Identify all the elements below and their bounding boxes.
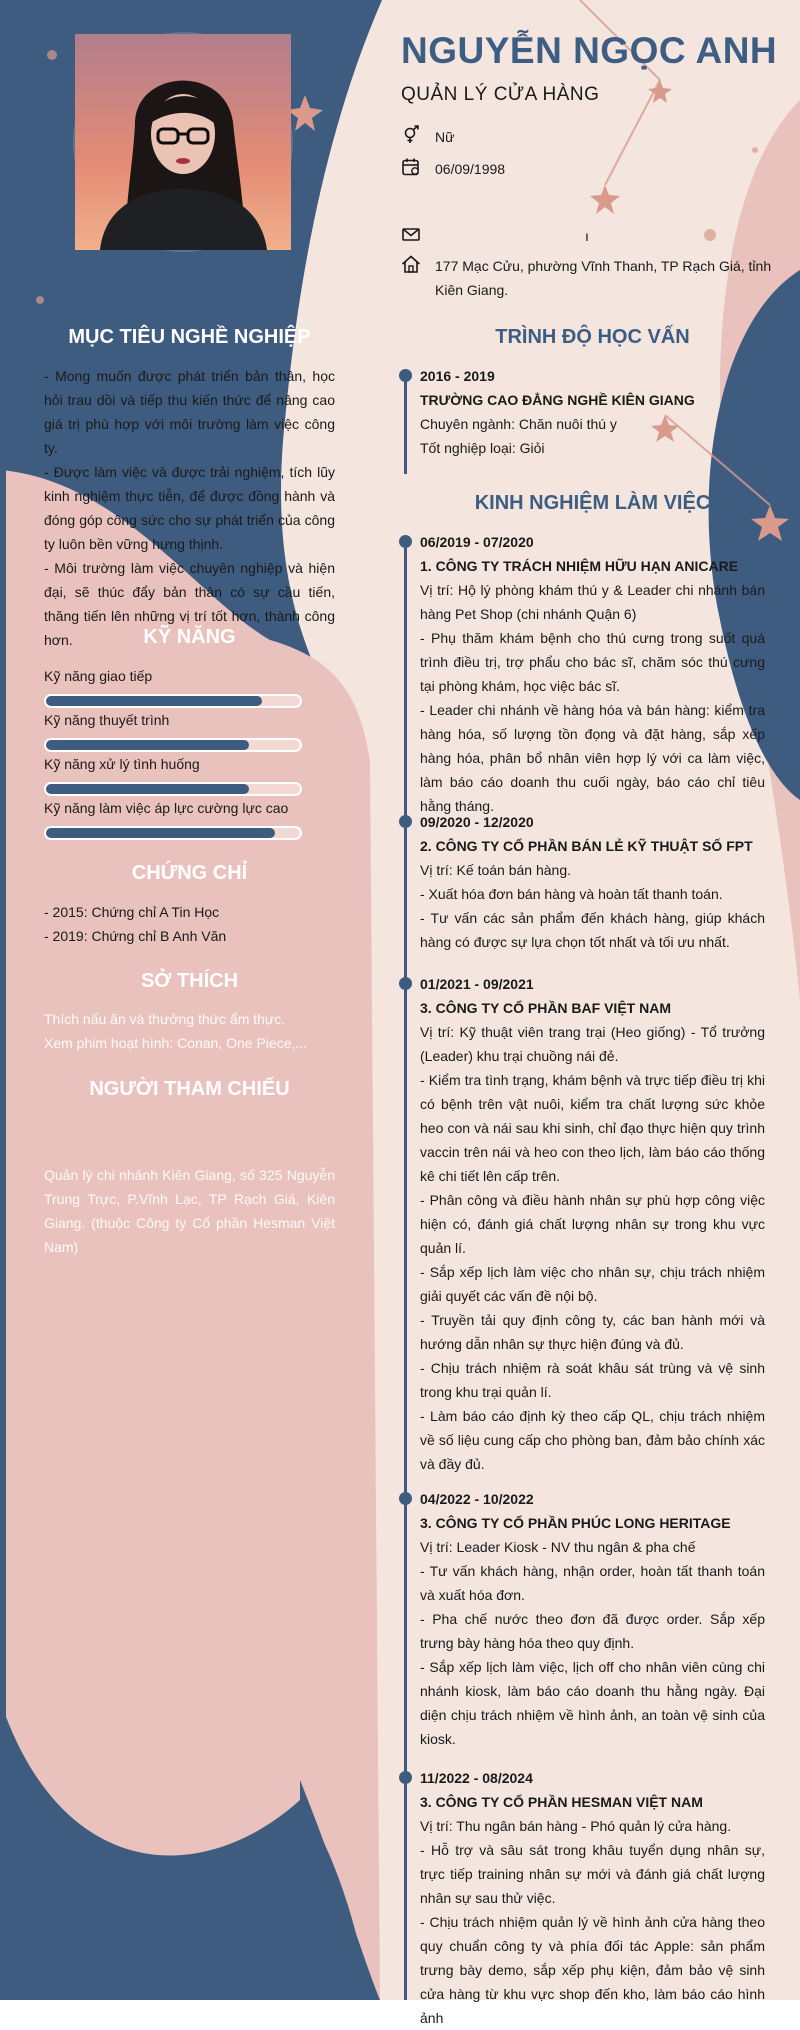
experience-company: 3. CÔNG TY CỔ PHẦN PHÚC LONG HERITAGE bbox=[420, 1515, 731, 1531]
timeline-dot bbox=[399, 1771, 412, 1784]
hobby-item: Xem phim hoạt hình: Conan, One Piece,... bbox=[44, 1035, 308, 1051]
reference-title: NGƯỜI THAM CHIẾU bbox=[89, 1078, 290, 1100]
experience-entry bbox=[420, 1487, 765, 1751]
skill-bar bbox=[44, 782, 302, 796]
experience-line: - Pha chế nước theo đơn đã được order. Sắp xếp trưng bày hàng hóa theo quy định. bbox=[420, 1611, 765, 1651]
mail-icon bbox=[401, 224, 421, 244]
skill-label: Kỹ năng xử lý tình huống bbox=[44, 756, 200, 772]
objective-title: MỤC TIÊU NGHỀ NGHIỆP bbox=[68, 326, 311, 348]
education-school: TRƯỜNG CAO ĐẲNG NGHỀ KIÊN GIANG bbox=[420, 392, 695, 408]
experience-line: - Chịu trách nhiệm rà soát khâu sát trùng và vệ sinh trong khu trại quản lí. bbox=[420, 1360, 765, 1400]
timeline-dot bbox=[399, 535, 412, 548]
skill-bar-fill bbox=[46, 784, 249, 794]
education-title: TRÌNH ĐỘ HỌC VẤN bbox=[495, 326, 690, 348]
certificates-title: CHỨNG CHỈ bbox=[131, 862, 248, 884]
skill-bar bbox=[44, 738, 302, 752]
education-entry bbox=[420, 364, 765, 460]
experience-line: - Kiểm tra tình trạng, khám bệnh và trực tiếp điều trị khi có bệnh trên vật nuôi, kiểm tra chất lượng sức khỏe heo con và nái sau khi sinh, chỉ đạo thực hiện quy trình vaccin trên nái và heo con theo lịch, làm báo cáo thống kê chi tiết lên cấp trên. bbox=[420, 1072, 765, 1184]
experience-period: 01/2021 - 09/2021 bbox=[420, 976, 534, 992]
job-title: QUẢN LÝ CỬA HÀNG bbox=[401, 84, 600, 105]
timeline-dot bbox=[399, 369, 412, 382]
gender-icon bbox=[401, 125, 421, 145]
home-icon bbox=[401, 254, 421, 274]
experience-entry bbox=[420, 810, 765, 954]
timeline-dot bbox=[399, 1492, 412, 1505]
experience-period: 09/2020 - 12/2020 bbox=[420, 814, 534, 830]
skill-bar-fill bbox=[46, 696, 262, 706]
experience-company: 3. CÔNG TY CỔ PHẦN BAF VIỆT NAM bbox=[420, 1000, 671, 1016]
experience-title: KINH NGHIỆM LÀM VIỆC bbox=[474, 492, 711, 514]
experience-line: - Sắp xếp lịch làm việc cho nhân sự, chịu trách nhiệm giải quyết các vấn đề nội bộ. bbox=[420, 1264, 765, 1304]
experience-line: - Xuất hóa đơn bán hàng và hoàn tất thanh toán. bbox=[420, 886, 723, 902]
experience-line: - Leader chi nhánh về hàng hóa và bán hàng: kiểm tra hàng hóa, số lượng tồn đọng và đặt hàng, sắp xếp hàng hóa, phân bổ nhân viên hợp lý với ca làm việc, làm báo cáo doanh thu cuối ngày, báo cáo chỉ tiêu hằng tháng. bbox=[420, 702, 765, 814]
experience-line: - Phân công và điều hành nhân sự phù hợp công việc hiện có, đánh giá chất lượng nhân sự trong khu vực quản lí. bbox=[420, 1192, 765, 1256]
skill-bar bbox=[44, 694, 302, 708]
hobbies-title: SỞ THÍCH bbox=[140, 970, 239, 992]
skill-label: Kỹ năng giao tiếp bbox=[44, 668, 153, 684]
skill-item bbox=[44, 666, 302, 708]
skill-bar-fill bbox=[46, 740, 249, 750]
experience-line: - Truyền tải quy định công ty, các ban hành mới và hướng dẫn nhân sự thực hiện đúng và đủ. bbox=[420, 1312, 765, 1352]
certificate-item: - 2019: Chứng chỉ B Anh Văn bbox=[44, 928, 227, 944]
experience-line: - Hỗ trợ và sâu sát trong khâu tuyển dụng nhân sự, trực tiếp training nhân sự mới và đánh giá chất lượng nhân sự sau thử việc. bbox=[420, 1842, 765, 1906]
experience-line: Vị trí: Thu ngân bán hàng - Phó quản lý cửa hàng. bbox=[420, 1818, 732, 1834]
skill-bar-fill bbox=[46, 828, 275, 838]
skill-item bbox=[44, 798, 302, 840]
timeline-dot bbox=[399, 815, 412, 828]
experience-entry bbox=[420, 530, 765, 818]
education-major: Chuyên ngành: Chăn nuôi thú y bbox=[420, 416, 617, 432]
education-timeline-line bbox=[404, 370, 407, 474]
skill-label: Kỹ năng thuyết trình bbox=[44, 712, 170, 728]
objective-line: - Được làm việc và được trải nghiệm, tích lũy kinh nghiệm thực tiễn, để được đồng hành và đóng góp công sức cho sự phát triển của công ty luôn bền vững hưng thịnh. bbox=[44, 464, 335, 552]
objective-line: - Mong muốn được phát triển bản thân, học hỏi trau dồi và tiếp thu kiến thức để nâng cao giá trị phù hợp với môi trường làm việc công ty. bbox=[44, 368, 335, 456]
certificate-item: - 2015: Chứng chỉ A Tin Học bbox=[44, 904, 220, 920]
experience-line: Vị trí: Kỹ thuật viên trang trại (Heo giống) - Tổ trưởng (Leader) khu trại chuồng nái đẻ. bbox=[420, 1024, 765, 1064]
reference-text: Quản lý chi nhánh Kiên Giang, số 325 Nguyễn Trung Trực, P.Vĩnh Lạc, TP Rạch Giá, Kiên Giang. (thuộc Công ty Cổ phần Hesman Việt Nam) bbox=[44, 1167, 335, 1255]
experience-company: 2. CÔNG TY CỔ PHẦN BÁN LẺ KỸ THUẬT SỐ FPT bbox=[420, 838, 753, 854]
experience-company: 3. CÔNG TY CỔ PHẦN HESMAN VIỆT NAM bbox=[420, 1794, 703, 1810]
birthdate-value: 06/09/1998 bbox=[435, 161, 506, 177]
experience-line: Vị trí: Kế toán bán hàng. bbox=[420, 862, 571, 878]
experience-period: 06/2019 - 07/2020 bbox=[420, 534, 534, 550]
portrait-image bbox=[75, 34, 291, 250]
objective-line: - Môi trường làm việc chuyên nghiệp và hiện đại, sẽ thúc đẩy bản thân có sự cầu tiến, thăng tiến lên những vị trí tốt hơn, thành công hơn. bbox=[44, 560, 335, 648]
skill-item bbox=[44, 754, 302, 796]
hobbies-list bbox=[44, 1007, 335, 1055]
education-grade: Tốt nghiệp loại: Giỏi bbox=[420, 440, 545, 456]
skill-label: Kỹ năng làm việc áp lực cường lực cao bbox=[44, 800, 289, 816]
certificates-list bbox=[44, 900, 335, 948]
experience-line: - Tư vấn khách hàng, nhận order, hoàn tất thanh toán và xuất hóa đơn. bbox=[420, 1563, 765, 1603]
skill-item bbox=[44, 710, 302, 752]
experience-period: 04/2022 - 10/2022 bbox=[420, 1491, 534, 1507]
candidate-name: NGUYỄN NGỌC ANH bbox=[401, 30, 778, 71]
objective-text bbox=[44, 364, 335, 652]
experience-line: - Tư vấn các sản phẩm đến khách hàng, giúp khách hàng có được sự lựa chọn tốt nhất và tối ưu nhất. bbox=[420, 910, 765, 950]
experience-period: 11/2022 - 08/2024 bbox=[420, 1770, 533, 1786]
hobby-item: Thích nấu ăn và thưởng thức ẩm thực. bbox=[44, 1011, 286, 1027]
education-period: 2016 - 2019 bbox=[420, 368, 495, 384]
experience-line: - Sắp xếp lịch làm việc, lịch off cho nhân viên cùng chi nhánh kiosk, làm báo cáo doanh thu hằng ngày. Đại diện chịu trách nhiệm về hình ảnh, an toàn vệ sinh của kiosk. bbox=[420, 1659, 765, 1747]
gender-value: Nữ bbox=[435, 129, 455, 145]
gender-row bbox=[401, 125, 795, 149]
experience-line: - Làm báo cáo định kỳ theo cấp QL, chịu trách nhiệm về số liệu cung cấp cho phòng ban, đảm bảo chính xác và đầy đủ. bbox=[420, 1408, 765, 1472]
timeline-dot bbox=[399, 977, 412, 990]
experience-company: 1. CÔNG TY TRÁCH NHIỆM HỮU HẠN ANICARE bbox=[420, 558, 739, 574]
calendar-icon bbox=[401, 157, 421, 177]
email-row bbox=[401, 224, 795, 248]
birthdate-row bbox=[401, 157, 795, 181]
email-value[interactable]: ı bbox=[585, 228, 589, 244]
experience-entry bbox=[420, 972, 765, 1476]
avatar bbox=[75, 34, 291, 250]
skill-bar bbox=[44, 826, 302, 840]
experience-line: - Chịu trách nhiệm quản lý về hình ảnh cửa hàng theo quy chuẩn công ty và phía đối tác Apple: sản phẩm trưng bày demo, sắp xếp phụ kiện, đảm bảo vệ sinh cửa hàng từ khu vực shop đến kho, làm báo cáo hình ảnh bbox=[420, 1914, 765, 2026]
address-row bbox=[401, 254, 795, 302]
experience-entry bbox=[420, 1766, 765, 2030]
experience-line: - Phụ thăm khám bệnh cho thú cưng trong suốt quá trình điều trị, trợ phẩu cho bác sĩ, chăm sóc thú cưng tại phòng khám, học việc bác sĩ. bbox=[420, 630, 765, 694]
experience-line: Vị trí: Hộ lý phòng khám thú y & Leader chi nhánh bán hàng Pet Shop (chi nhánh Quận 6) bbox=[420, 582, 765, 622]
skills-title: KỸ NĂNG bbox=[143, 626, 236, 648]
experience-line: Vị trí: Leader Kiosk - NV thu ngân & pha chế bbox=[420, 1539, 696, 1555]
address-value: 177 Mạc Cửu, phường Vĩnh Thanh, TP Rạch Giá, tỉnh Kiên Giang. bbox=[435, 258, 772, 298]
